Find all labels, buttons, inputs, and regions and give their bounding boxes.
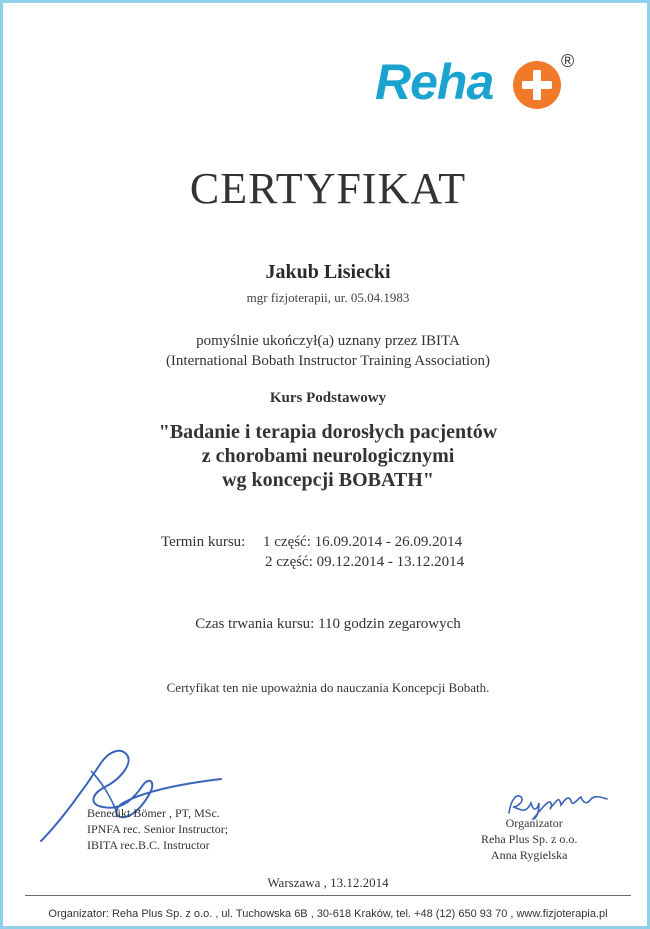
course-duration: Czas trwania kursu: 110 godzin zegarowych: [195, 616, 461, 632]
course-title-line-3: wg koncepcji BOBATH": [222, 469, 434, 491]
term-label: Termin kursu:: [161, 534, 246, 550]
term-part-1: 1 część: 16.09.2014 - 26.09.2014: [263, 534, 463, 550]
organizer-block: [481, 815, 577, 863]
instructor-name: Benedikt Bömer , PT, MSc.: [87, 806, 220, 820]
place-date: Warszawa , 13.12.2014: [267, 875, 389, 890]
certificate-note: Certyfikat ten nie upoważnia do nauczania Koncepcji Bobath.: [166, 680, 490, 695]
completion-line-2: (International Bobath Instructor Training Association): [165, 353, 491, 369]
organizer-role: Organizator: [505, 816, 563, 830]
organizer-company: Reha Plus Sp. z o.o.: [481, 832, 578, 846]
term-part-2: 2 część: 09.12.2014 - 13.12.2014: [265, 554, 465, 570]
course-title-line-2: z chorobami neurologicznymi: [201, 445, 455, 467]
certificate-title: CERTYFIKAT: [189, 164, 467, 213]
footer-divider: [25, 895, 631, 896]
course-title-line-1: "Badanie i terapia dorosłych pacjentów: [158, 421, 498, 443]
instructor-block: [87, 805, 228, 853]
completion-line-1: pomyślnie ukończył(a) uznany przez IBITA: [196, 333, 460, 349]
registered-mark: ®: [561, 51, 575, 71]
course-level: Kurs Podstawowy: [269, 390, 387, 406]
recipient-details: mgr fizjoterapii, ur. 05.04.1983: [246, 290, 410, 305]
instructor-title-1: IPNFA rec. Senior Instructor;: [87, 822, 229, 836]
organizer-person: Anna Rygielska: [490, 848, 568, 862]
reha-plus-logo: [375, 51, 585, 121]
plus-circle-icon: [511, 59, 563, 111]
instructor-title-2: IBITA rec.B.C. Instructor: [87, 838, 210, 852]
footer-contact: Organizator: Reha Plus Sp. z o.o. , ul. Tuchowska 6B , 30-618 Kraków, tel. +48 (12) 650 93 70 , www.fizjoterapia.pl: [48, 908, 608, 920]
logo-word: Reha: [375, 54, 494, 110]
recipient-name: Jakub Lisiecki: [265, 261, 391, 283]
